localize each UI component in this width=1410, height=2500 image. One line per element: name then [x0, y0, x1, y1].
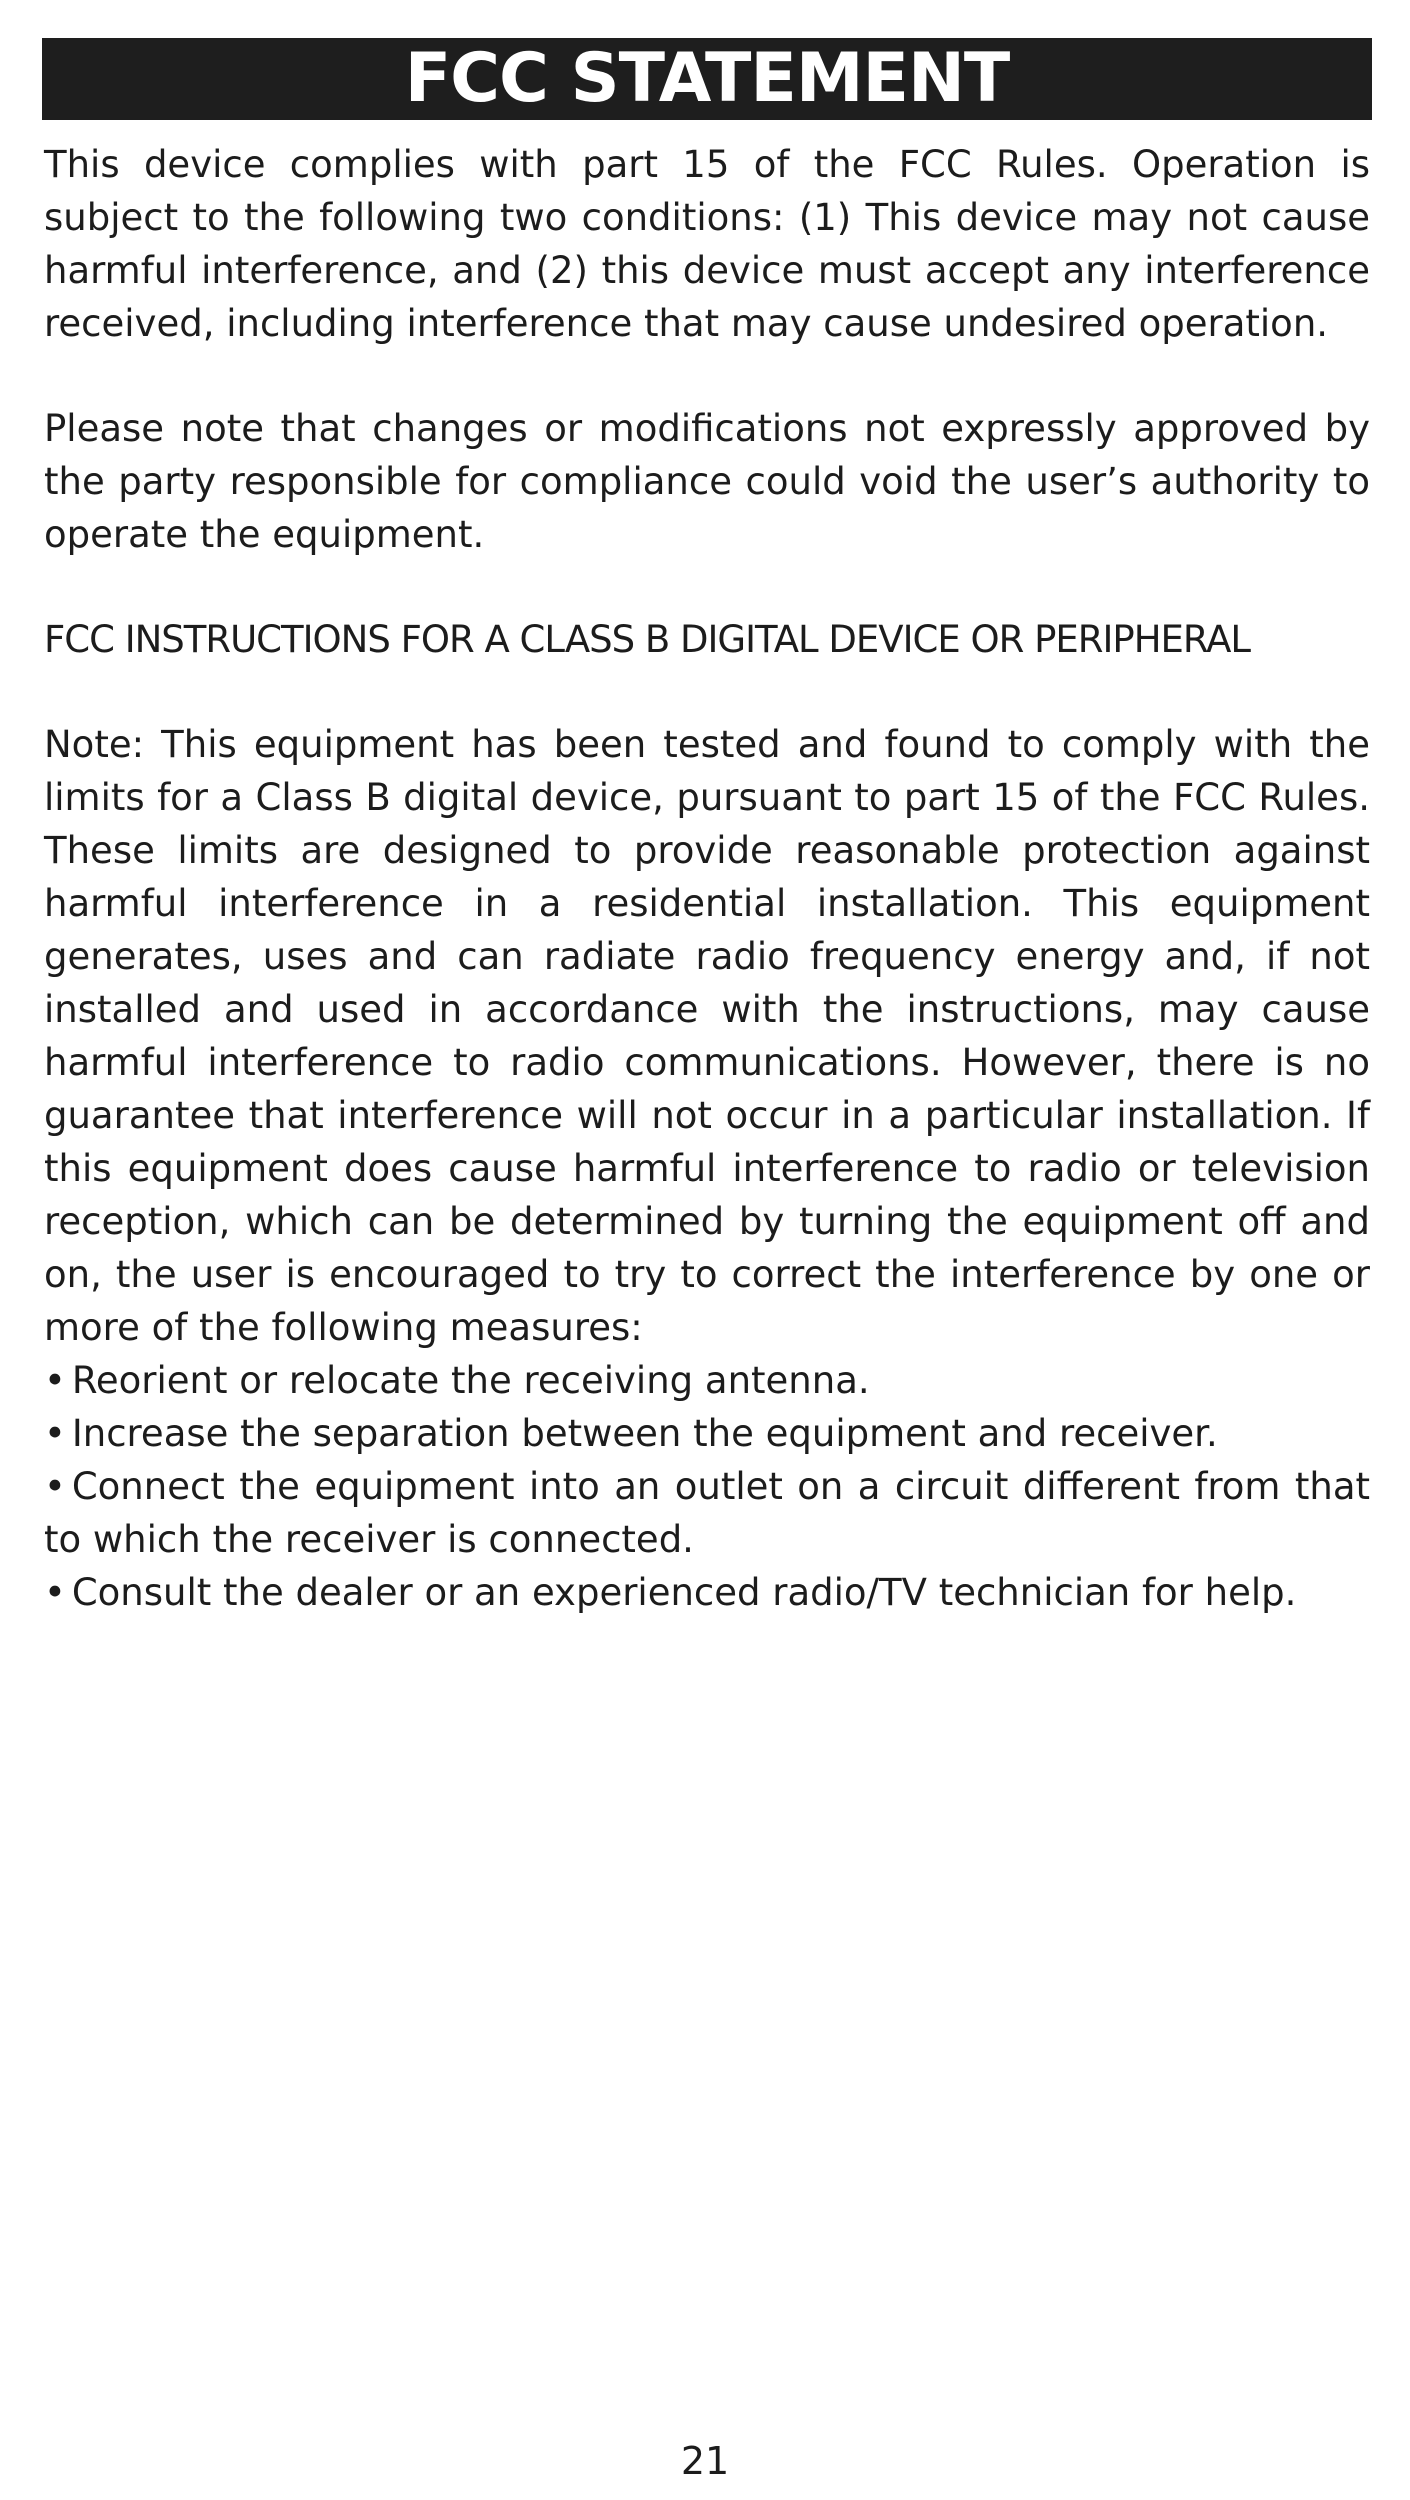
- measure-text: Reorient or relocate the receiving antenna.: [71, 1359, 870, 1402]
- bullet-icon: •: [44, 1359, 66, 1402]
- measures-list: [44, 1354, 1370, 1619]
- bullet-icon: •: [44, 1412, 66, 1455]
- statement-body: [44, 138, 1370, 1619]
- measure-text: Increase the separation between the equipment and receiver.: [71, 1412, 1218, 1455]
- note-paragraph: Note: This equipment has been tested and found to comply with the limits for a Class B digital device, pursuant to part 15 of the FCC Rules. These limits are designed to provide reasonable protection against harmful interference in a residential installation. This equipment generates, uses and can radiate radio frequency energy and, if not installed and used in accordance with the instructions, may cause harmful interference to radio communications. However, there is no guarantee that interference will not occur in a particular installation. If this equipment does cause harmful interference to radio or television reception, which can be determined by turning the equipment off and on, the user is encouraged to try to correct the interference by one or more of the following measures:: [44, 723, 1370, 1349]
- measure-text: Consult the dealer or an experienced radio/TV technician for help.: [71, 1571, 1297, 1614]
- modifications-paragraph: Please note that changes or modifications not expressly approved by the party responsible for compliance could void the user’s authority to operate the equipment.: [44, 407, 1370, 556]
- list-item: [44, 1566, 1370, 1619]
- measure-text: Connect the equipment into an outlet on a circuit different from that to which the receiver is connected.: [44, 1465, 1370, 1561]
- compliance-paragraph: This device complies with part 15 of the FCC Rules. Operation is subject to the following two conditions: (1) This device may not cause harmful interference, and (2) this device must accept any interference received, including interference that may cause undesired operation.: [44, 143, 1370, 345]
- bullet-icon: •: [44, 1571, 66, 1614]
- title-bar: [42, 38, 1372, 120]
- list-item: [44, 1407, 1370, 1460]
- instructions-heading: FCC INSTRUCTIONS FOR A CLASS B DIGITAL DEVICE OR PERIPHERAL: [44, 618, 1251, 661]
- page-number: 21: [680, 2439, 730, 2483]
- page-title: FCC STATEMENT: [404, 39, 1010, 118]
- list-item: [44, 1354, 1370, 1407]
- list-item: [44, 1460, 1370, 1566]
- bullet-icon: •: [44, 1465, 66, 1508]
